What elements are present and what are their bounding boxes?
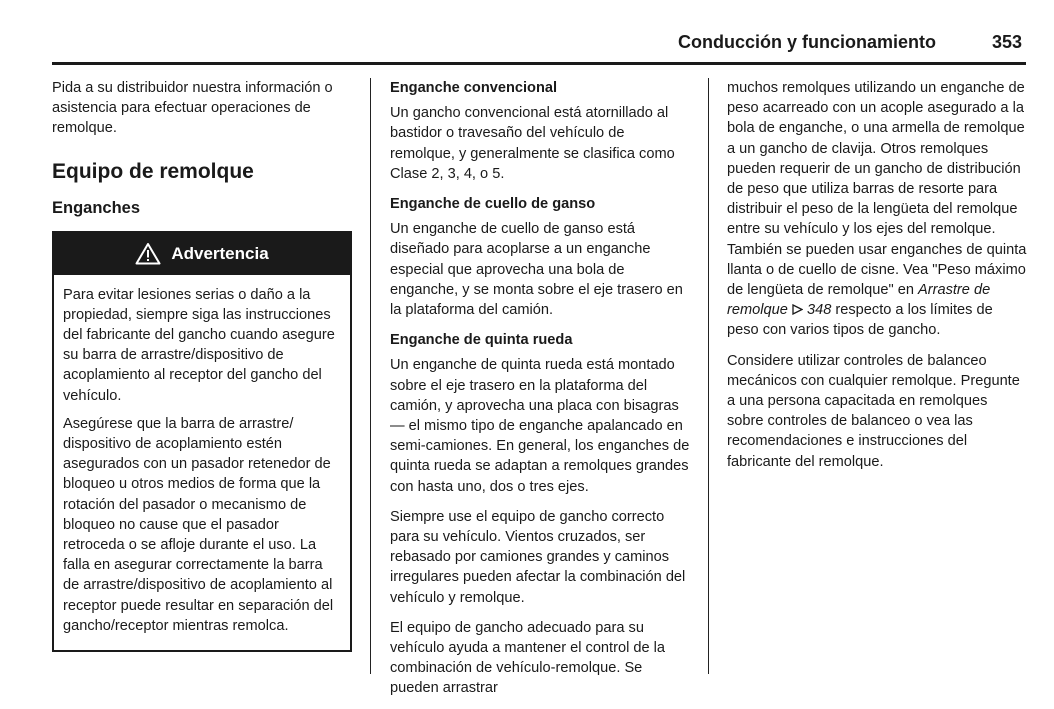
section-title: Equipo de remolque — [52, 159, 254, 183]
paragraph-fifth-wheel-hitch: Un enganche de quinta rueda está montado sobre el eje trasero en la plataforma del camión, y aprovecha una placa con bisagras — el mismo tipo de enganche apalancado en semi-camiones. En general, los enganches de quinta rueda se adaptan a remolques grandes con hasta uno, dos o tres ejes. — [390, 357, 690, 495]
warning-paragraph-1: Para evitar lesiones serias o daño a la propiedad, siempre siga las instrucciones del fabricante del gancho cuando asegure su barra de arrastre/dispositivo de acoplamiento al receptor del gancho del vehículo. — [63, 286, 335, 404]
column-divider — [370, 78, 371, 674]
paragraph-conventional-hitch: Un gancho convencional está atornillado al bastidor o travesaño del vehículo de remolque, y generalmente se clasifica como Clase 2, 3, 4, o 5. — [390, 105, 675, 182]
page-header — [52, 28, 1026, 65]
arrow-right-icon — [792, 304, 803, 315]
warning-body — [54, 275, 350, 650]
paragraph-correct-equipment: Siempre use el equipo de gancho correcto para su vehículo. Vientos cruzados, ser rebasado por camiones grandes y caminos irregulares pueden afectar la combinación del vehículo y remolque. — [390, 508, 686, 606]
column-divider — [708, 78, 709, 674]
column-2 — [390, 78, 692, 709]
heading-conventional-hitch: Enganche convencional — [390, 80, 558, 96]
heading-gooseneck-hitch: Enganche de cuello de ganso — [390, 196, 596, 213]
heading-fifth-wheel-hitch: Enganche de quinta rueda — [390, 332, 573, 349]
cross-reference-page[interactable]: 348 — [806, 302, 832, 319]
warning-triangle-icon — [135, 242, 161, 265]
intro-paragraph: Pida a su distribuidor nuestra información o asistencia para efectuar operaciones de remolque. — [52, 80, 333, 137]
paragraph-control: El equipo de gancho adecuado para su vehículo ayuda a mantener el control de la combinación de vehículo-remolque. Se pueden arrastrar — [390, 619, 666, 697]
warning-box — [52, 231, 352, 652]
paragraph-trailer-types-text: muchos remolques utilizando un enganche de peso acarreado con un acople asegurado a la bola de enganche, o una armella de remolque a un gancho de clavija. Otros remolques pueden requerir de un gancho de distribución de peso que utiliza barras de resorte para distribuir el peso de la lengüeta del remolque entre su vehículo y los ejes del remolque. También se pueden usar enganches de quinta llanta o de cuello de cisne. Vea "Peso máximo de lengüeta de remolque" en — [727, 80, 1027, 299]
subsection-title: Enganches — [52, 198, 141, 217]
paragraph-sway-controls: Considere utilizar controles de balanceo mecánicos con cualquier remolque. Pregunte a una persona capacitada en remolques sobre controles de balanceo o vea las recomendaciones e instrucciones del fabricante del remolque. — [727, 352, 1020, 470]
paragraph-trailer-types — [727, 78, 1027, 341]
column-3 — [727, 78, 1027, 482]
column-1 — [52, 78, 352, 652]
paragraph-trailer-types-end: respecto a los límites de peso con varios tipos de gancho. — [727, 302, 993, 339]
warning-header — [54, 233, 350, 275]
warning-title: Advertencia — [171, 243, 269, 263]
header-title: Conducción y funcionamiento — [677, 32, 936, 52]
page-number: 353 — [991, 32, 1022, 52]
paragraph-gooseneck-hitch: Un enganche de cuello de ganso está diseñado para acoplarse a un enganche especial que aprovecha una bola de enganche, y se monta sobre el eje trasero en la plataforma del camión. — [390, 221, 683, 319]
cross-reference-link[interactable]: Arrastre de remolque — [727, 282, 991, 319]
warning-paragraph-2: Asegúrese que la barra de arrastre/ dispositivo de acoplamiento estén asegurados con un pasador retenedor de bloqueo u otros medios de forma que la rotación del pasador o mecanismo de bloqueo no cause que el pasador retroceda o se afloje durante el uso. La falla en asegurar correctamente la barra de arrastre/dispositivo de acoplamiento al receptor puede resultar en separación del gancho/receptor mientras remolca. — [63, 415, 334, 634]
